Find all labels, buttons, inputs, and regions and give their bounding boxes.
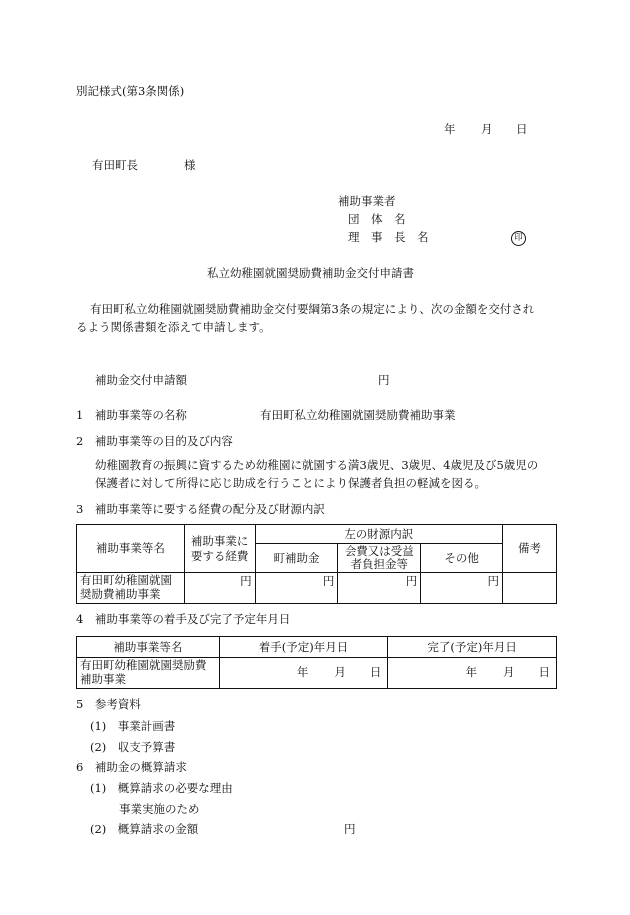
budget-col-fee-line-1: 会費又は受益 (344, 544, 414, 558)
budget-row-name-line-2: 奨励費補助事業 (80, 587, 161, 602)
item-1-label: 1 補助事業等の名称 (76, 408, 187, 422)
budget-col-cost-line-2: 要する経費 (190, 548, 249, 563)
budget-table (76, 524, 557, 604)
budget-col-fee-line-2: 者負担金等 (350, 557, 409, 572)
budget-row-name-line-1: 有田町幼稚園就園 (80, 573, 172, 588)
schedule-col-end: 完了(予定)年月日 (388, 637, 557, 658)
end-month: 月 (503, 665, 515, 680)
form-reference: 別記様式(第3条関係) (76, 84, 185, 98)
item-5-sub-1: (1) 事業計画書 (90, 719, 176, 733)
schedule-row (77, 658, 557, 689)
schedule-start-date (219, 658, 388, 689)
schedule-col-start: 着手(予定)年月日 (219, 637, 388, 658)
item-5-sub-2: (2) 収支予算書 (90, 740, 176, 754)
budget-cell-other: 円 (421, 573, 503, 604)
item-6-sub-2-unit: 円 (344, 822, 356, 836)
schedule-row-name-line-2: 補助事業 (80, 671, 126, 686)
date-month: 月 (481, 122, 493, 136)
item-6-sub-1-value: 事業実施のため (119, 802, 200, 816)
item-3-label: 3 補助事業等に要する経費の配分及び財源内訳 (76, 502, 325, 516)
date-day: 日 (516, 122, 528, 136)
start-month: 月 (334, 665, 346, 680)
intro-line-1: 有田町私立幼稚園就園奨励費補助金交付要綱第3条の規定により、次の金額を交付され (90, 302, 535, 316)
budget-col-fee (338, 544, 421, 573)
intro-paragraph (76, 301, 566, 337)
budget-row (77, 573, 557, 604)
item-5-label: 5 参考資料 (76, 697, 141, 711)
addressee-name: 有田町長 (92, 158, 138, 172)
item-4-label: 4 補助事業等の着手及び完了予定年月日 (76, 612, 291, 626)
start-day: 日 (369, 665, 382, 680)
applicant-org-label: 団 体 名 (348, 212, 406, 226)
intro-line-2: るよう関係書類を添えて申請します。 (76, 319, 271, 334)
schedule-row-name (77, 658, 220, 689)
item-6-sub-2: (2) 概算請求の金額 (90, 822, 199, 836)
schedule-col-name: 補助事業等名 (77, 637, 220, 658)
item-2-content (95, 457, 565, 493)
schedule-end-date (388, 658, 557, 689)
budget-cell-cost: 円 (184, 573, 255, 604)
item-1-value: 有田町私立幼稚園就園奨励費補助事業 (260, 408, 456, 422)
end-day: 日 (538, 665, 550, 680)
budget-col-cost-line-1: 補助事業に (190, 533, 249, 548)
item-2-label: 2 補助事業等の目的及び内容 (76, 434, 233, 448)
budget-col-town: 町補助金 (255, 544, 338, 573)
item-2-line-1: 幼稚園教育の振興に資するため幼稚園に就園する満3歳児、3歳児、4歳児及び5歳児の (95, 458, 539, 472)
start-year: 年 (296, 665, 309, 680)
budget-cell-fee: 円 (338, 573, 421, 604)
date-year: 年 (444, 122, 456, 136)
addressee-honorific: 様 (184, 158, 196, 172)
seal-mark: 印 (511, 231, 526, 246)
item-6-label: 6 補助金の概算請求 (76, 760, 187, 774)
applicant-heading: 補助事業者 (338, 194, 396, 208)
budget-col-name: 補助事業等名 (77, 525, 185, 573)
amount-unit: 円 (378, 373, 390, 387)
applicant-rep-label: 理 事 長 名 (348, 230, 429, 244)
budget-cell-note (503, 573, 557, 604)
item-2-line-2: 保護者に対して所得に応じ助成を行うことにより保護者負担の軽減を図る。 (95, 475, 486, 490)
end-year: 年 (465, 665, 477, 680)
amount-label: 補助金交付申請額 (95, 373, 187, 387)
schedule-row-name-line-1: 有田町幼稚園就園奨励費 (80, 658, 207, 672)
budget-col-other: その他 (421, 544, 503, 573)
document-title: 私立幼稚園就園奨励費補助金交付申請書 (207, 266, 414, 280)
item-6-sub-1: (1) 概算請求の必要な理由 (90, 781, 233, 795)
budget-cell-town: 円 (255, 573, 338, 604)
budget-row-name (77, 573, 185, 604)
budget-col-cost (184, 525, 255, 573)
budget-col-source: 左の財源内訳 (255, 525, 502, 544)
budget-col-note: 備考 (503, 525, 557, 573)
schedule-table (76, 636, 557, 689)
